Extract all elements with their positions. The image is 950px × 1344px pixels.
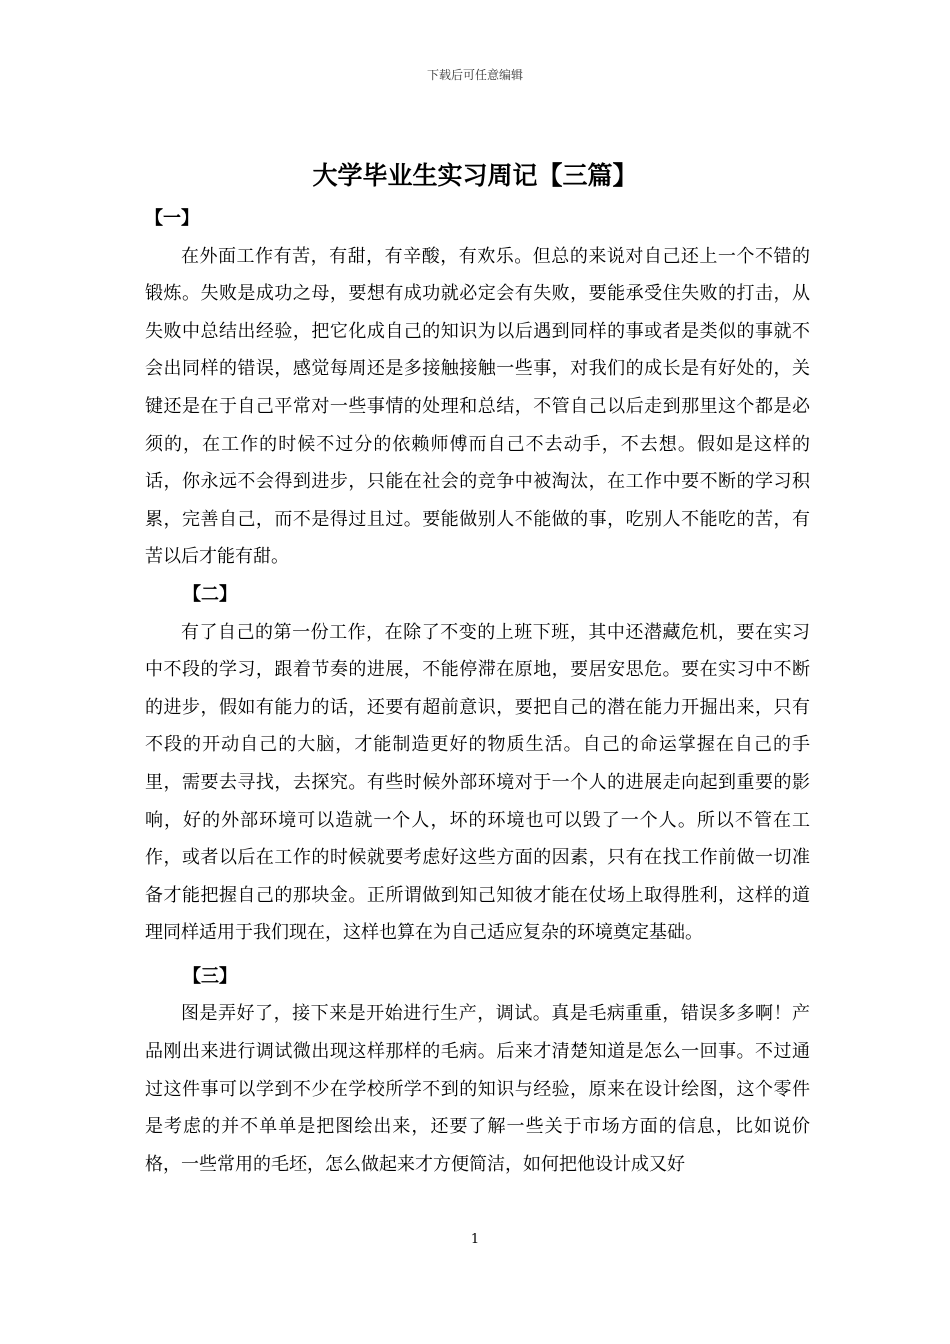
section-paragraph-1: 在外面工作有苦，有甜，有辛酸，有欢乐。但总的来说对自己还上一个不错的锻炼。失败是成功之母，要想有成功就必定会有失败，要能承受住失败的打击，从失败中总结出经验，把它化成自己的知识为以后遇到同样的事或者是类似的事就不会出同样的错误，感觉每周还是多接触接触一些事，对我们的成长是有好处的，关键还是在于自己平常对一些事情的处理和总结，不管自己以后走到那里这个都是必须的，在工作的时候不过分的依赖师傅而自己不去动手，不去想。假如是这样的话，你永远不会得到进步，只能在社会的竞争中被淘汰，在工作中要不断的学习积累，完善自己，而不是得过且过。要能做别人不能做的事，吃别人不能吃的苦，有苦以后才能有甜。 — [145, 245, 810, 568]
page-number: 1 — [470, 1232, 480, 1247]
section-paragraph-2: 有了自己的第一份工作，在除了不变的上班下班，其中还潜藏危机，要在实习中不段的学习，跟着节奏的进展，不能停滞在原地，要居安思危。要在实习中不断的进步，假如有能力的话，还要有超前意识，要把自己的潜在能力开掘出来，只有不段的开动自己的大脑，才能制造更好的物质生活。自己的命运掌握在自己的手里，需要去寻找，去探究。有些时候外部环境对于一个人的进展走向起到重要的影响，好的外部环境可以造就一个人，坏的环境也可以毁了一个人。所以不管在工作，或者以后在工作的时候就要考虑好这些方面的因素，只有在找工作前做一切准备才能把握自己的那块金。正所谓做到知己知彼才能在仗场上取得胜利，这样的道理同样适用于我们现在，这样也算在为自己适应复杂的环境奠定基础。 — [145, 621, 810, 944]
header-note: 下载后可任意编辑 — [426, 68, 523, 82]
section-heading-3: 【三】 — [183, 965, 237, 987]
section-heading-1: 【一】 — [145, 208, 199, 229]
document-title: 大学毕业生实习周记【三篇】 — [312, 161, 638, 190]
section-paragraph-3: 图是弄好了，接下来是开始进行生产，调试。真是毛病重重，错误多多啊！产品刚出来进行调试微出现这样那样的毛病。后来才清楚知道是怎么一回事。不过通过这件事可以学到不少在学校所学不到的知识与经验，原来在设计绘图，这个零件是考虑的并不单单是把图绘出来，还要了解一些关于市场方面的信息，比如说价格，一些常用的毛坯，怎么做起来才方便简洁，如何把他设计成又好 — [145, 1003, 810, 1175]
section-heading-2: 【二】 — [183, 583, 237, 605]
document-body — [145, 200, 810, 1183]
